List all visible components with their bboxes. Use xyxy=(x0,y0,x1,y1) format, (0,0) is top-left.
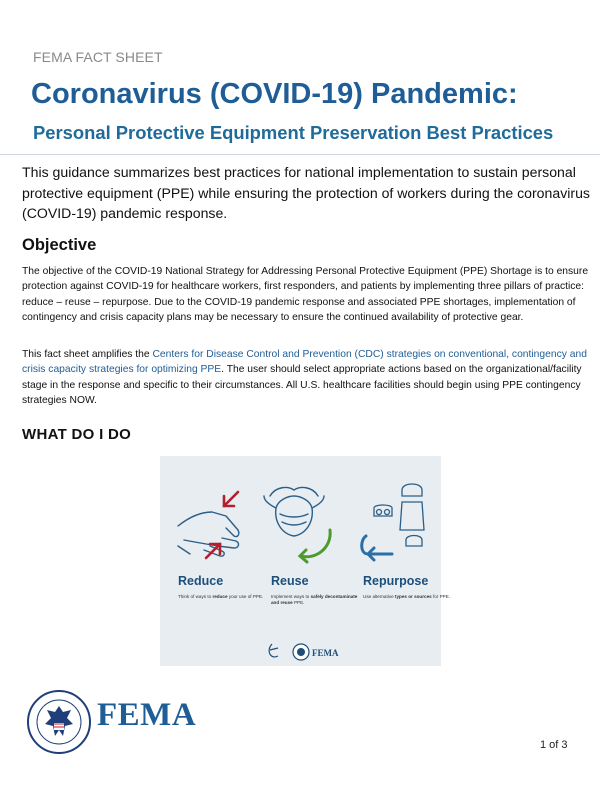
repurpose-column xyxy=(363,574,453,600)
infographic-illustrations xyxy=(160,456,441,666)
objective-heading: Objective xyxy=(22,236,97,254)
ppe-infographic xyxy=(160,456,451,666)
reuse-column xyxy=(271,574,361,605)
repurpose-title: Repurpose xyxy=(363,574,429,588)
fact-sheet-label: FEMA FACT SHEET xyxy=(33,49,163,65)
what-do-i-do-heading: WHAT DO I DO xyxy=(22,426,132,443)
dhs-mini-seal-icon xyxy=(293,644,309,660)
hand-icon xyxy=(178,512,239,556)
reduce-desc-text-end: your use of PPE. xyxy=(227,594,264,599)
intro-paragraph: This guidance summarizes best practices for national implementation to sustain personal protective equipment (PPE) while ensuring the protection of workers during the coronavirus (COVID-19) pandemic response. xyxy=(22,164,590,221)
reduce-desc-bold: reduce xyxy=(212,594,228,599)
page-title: Coronavirus (COVID-19) Pandemic: xyxy=(31,78,518,110)
reuse-title: Reuse xyxy=(271,574,309,588)
reduce-desc-text: Think of ways to xyxy=(178,594,213,599)
reuse-desc-bold: safely decontaminate and reuse xyxy=(271,594,358,605)
hhs-logo-icon xyxy=(269,644,278,657)
reuse-desc-text: Implement ways to xyxy=(271,594,311,599)
reduce-title: Reduce xyxy=(178,574,224,588)
repurpose-desc-text: Use alternative xyxy=(363,594,395,599)
ppe-items-icon xyxy=(374,484,424,546)
infographic-fema-logo: FEMA xyxy=(312,648,339,658)
paragraph-text-before-link: This fact sheet amplifies the xyxy=(22,349,153,360)
header-divider xyxy=(0,154,600,155)
reuse-arrow-icon xyxy=(300,530,330,562)
reuse-description xyxy=(271,594,361,605)
repurpose-description xyxy=(363,594,453,600)
page-number: 1 of 3 xyxy=(540,739,568,751)
dhs-seal-icon xyxy=(27,690,91,754)
reuse-desc-text-end: PPE. xyxy=(292,599,305,605)
repurpose-desc-text-end: for PPE. xyxy=(431,594,451,599)
fema-logo: FEMA xyxy=(97,697,197,733)
fact-sheet-paragraph xyxy=(22,347,596,409)
mask-icon xyxy=(264,488,324,536)
reduce-column xyxy=(178,574,268,600)
objective-paragraph: The objective of the COVID-19 National Strategy for Addressing Personal Protective Equipment (PPE) Shortage is to ensure protection against COVID-19 for healthcare workers, first responders, and patients by implementing three pillars of practice: reduce – reuse – repurpose. Due to the COVID-19 pandemic response and associated PPE shortages, implementation of contingency and crisis capacity plans may be necessary to ensure the continued availability of protective gear. xyxy=(22,266,589,324)
page-subtitle: Personal Protective Equipment Preservation Best Practices xyxy=(33,122,554,143)
repurpose-arrow-icon xyxy=(362,536,392,560)
reduce-description xyxy=(178,594,268,600)
paragraph-text-after-link: . The user should select appropriate actions based on the organizational/facility stage in the response and specific to their circumstances. All U.S. healthcare facilities should begin using PPE contingency strategies NOW. xyxy=(22,364,582,407)
cdc-strategies-link[interactable]: Centers for Disease Control and Prevention (CDC) strategies on conventional, contingency and crisis capacity strategies for optimizing PPE xyxy=(22,349,587,376)
repurpose-desc-bold: types or sources xyxy=(394,594,432,599)
